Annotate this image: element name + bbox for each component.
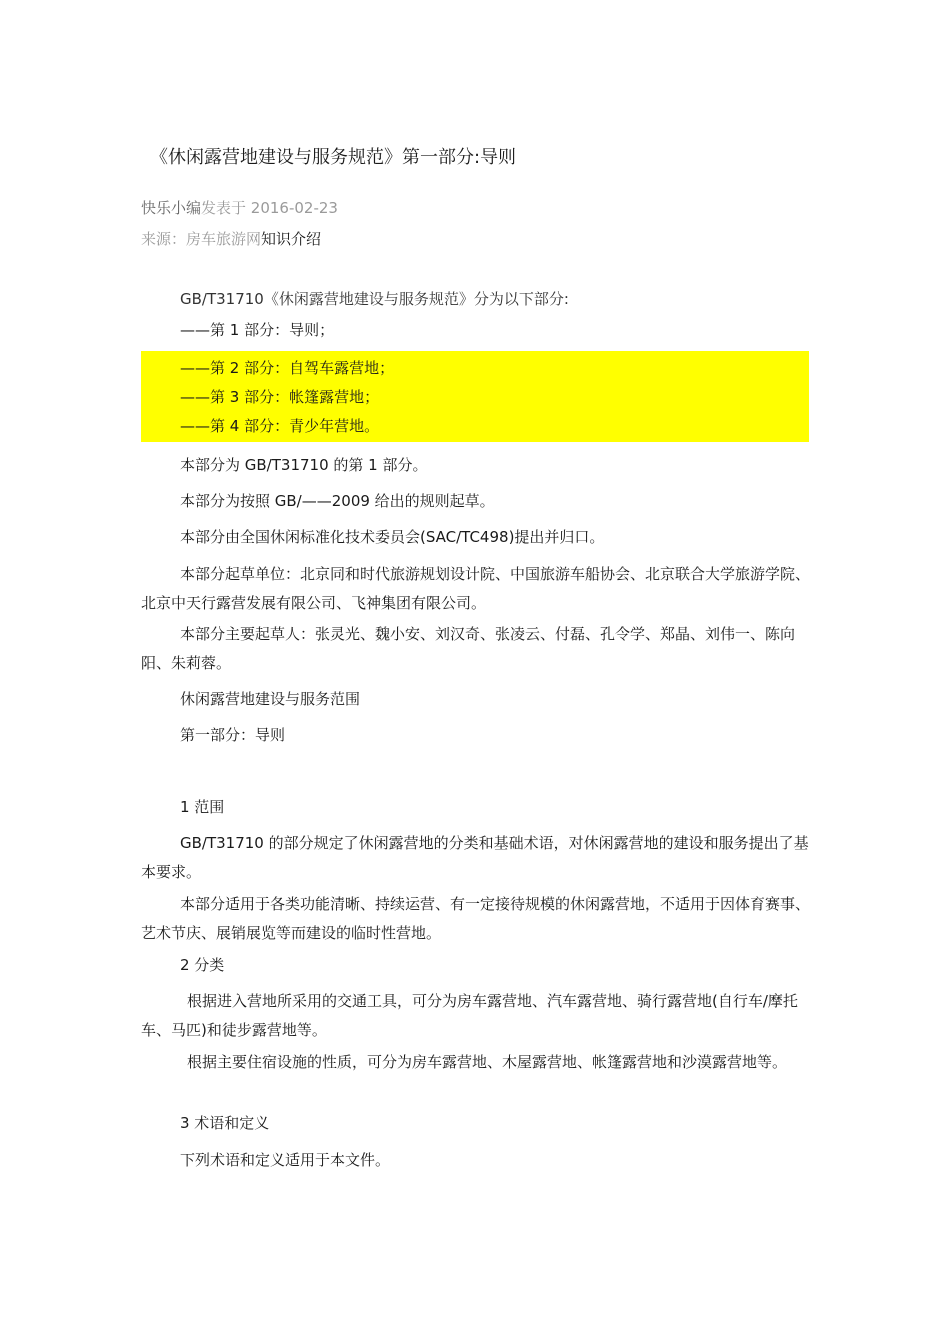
paragraph: 下列术语和定义适用于本文件。 — [180, 1151, 391, 1169]
source-prefix: 来源： — [141, 230, 187, 248]
part-2-item: ——第 2 部分：自驾车露营地； — [180, 359, 395, 377]
part-3-item: ——第 3 部分：帐篷露营地； — [180, 388, 380, 406]
article-byline — [141, 197, 338, 219]
part-4-item: ——第 4 部分：青少年营地。 — [180, 417, 380, 435]
article-title: 《休闲露营地建设与服务规范》第一部分:导则 — [150, 147, 517, 168]
paragraph: 本部分由全国休闲标准化技术委员会(SAC/TC498)提出并归口。 — [180, 528, 605, 546]
article-category[interactable]: 知识介绍 — [261, 230, 322, 248]
article-source — [141, 228, 321, 250]
paragraph: 本部分适用于各类功能清晰、持续运营、有一定接待规模的休闲露营地，不适用于因体育赛事、艺术节庆、展销展览等而建设的临时性营地。 — [141, 895, 811, 942]
published-prefix: 发表于 — [201, 199, 251, 217]
paragraph: 本部分为 GB/T31710 的第 1 部分。 — [180, 456, 428, 474]
paragraph: 根据主要住宿设施的性质，可分为房车露营地、木屋露营地、帐篷露营地和沙漠露营地等。 — [187, 1053, 788, 1071]
paragraph: 本部分为按照 GB/——2009 给出的规则起草。 — [180, 492, 495, 510]
part-1-item: ——第 1 部分：导则； — [180, 321, 335, 339]
paragraph: 本部分主要起草人：张灵光、魏小安、刘汉奇、张凌云、付磊、孔令学、郑晶、刘伟一、陈向阳、朱莉蓉。 — [141, 625, 796, 672]
paragraph: GB/T31710 的部分规定了休闲露营地的分类和基础术语，对休闲露营地的建设和服务提出了基本要求。 — [141, 834, 809, 881]
source-name[interactable]: 房车旅游网 — [186, 230, 262, 248]
section-heading: 2 分类 — [180, 956, 225, 974]
published-date: 2016-02-23 — [250, 199, 338, 217]
paragraph: 根据进入营地所采用的交通工具，可分为房车露营地、汽车露营地、骑行露营地(自行车/摩托车、马匹)和徒步露营地等。 — [141, 992, 798, 1039]
author-name[interactable]: 快乐小编 — [141, 199, 202, 217]
section-heading: 1 范围 — [180, 798, 225, 816]
section-heading: 3 术语和定义 — [180, 1114, 270, 1132]
paragraph: 本部分起草单位：北京同和时代旅游规划设计院、中国旅游车船协会、北京联合大学旅游学院、北京中天行露营发展有限公司、飞神集团有限公司。 — [141, 565, 811, 612]
paragraph: 第一部分：导则 — [180, 726, 286, 744]
parts-heading: GB/T31710《休闲露营地建设与服务规范》分为以下部分: — [180, 290, 569, 308]
paragraph: 休闲露营地建设与服务范围 — [180, 690, 361, 708]
